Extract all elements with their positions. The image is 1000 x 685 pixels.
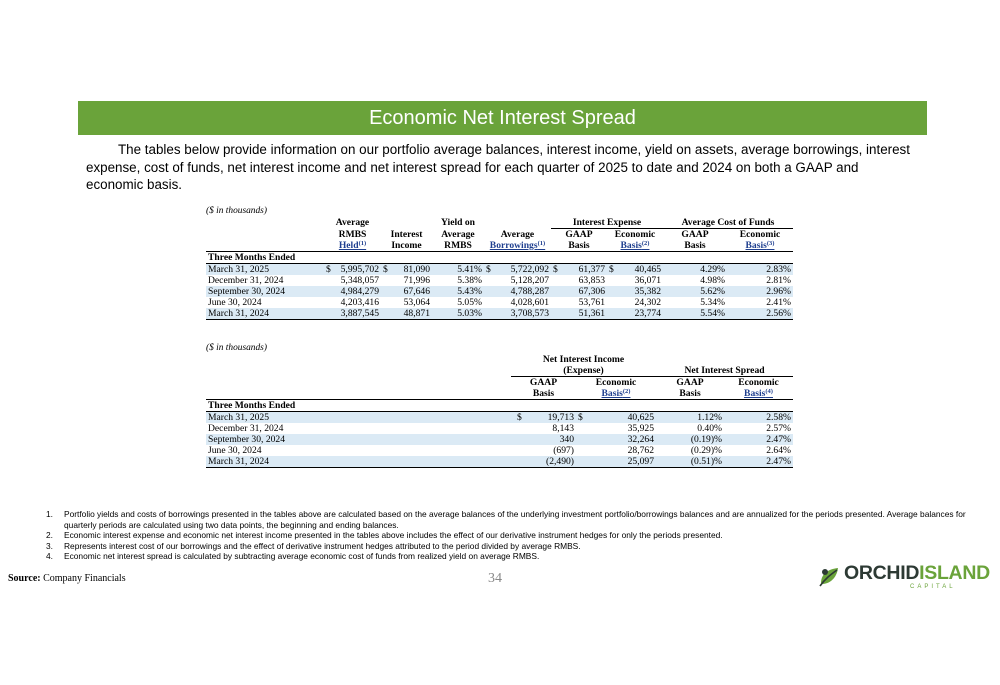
- table-row: June 30, 2024 (697) 28,762 (0.29)% 2.64%: [208, 445, 792, 456]
- table-row: June 30, 2024 4,203,416 53,064 5.05% 4,028,601 53,761 24,302 5.34% 2.41%: [208, 297, 792, 308]
- header-group-cost-of-funds: Average Cost of Funds: [663, 217, 793, 229]
- page-title: Economic Net Interest Spread: [369, 106, 636, 129]
- section-label: Three Months Ended: [206, 252, 793, 264]
- header-cell: Basis: [568, 240, 590, 251]
- table-row: September 30, 2024 340 32,264 (0.19)% 2.47%: [208, 434, 792, 445]
- header-cell: Average: [335, 217, 370, 229]
- table-row: December 31, 2024 8,143 35,925 0.40% 2.57%: [208, 423, 792, 434]
- intro-paragraph: The tables below provide information on our portfolio average balances, interest income, yield on assets, average borrowings, interest expense, cost of funds, net interest income and net interest spread for each quarter of 2025 to date and 2024 on both a GAAP and economic basis.: [86, 142, 910, 192]
- header-cell: Basis: [679, 388, 701, 399]
- table2-unit-note: ($ in thousands): [206, 343, 267, 353]
- footnote-item: 4. Economic net interest spread is calculated by subtracting average economic cost of funds from realized yield on average RMBS.: [46, 551, 540, 561]
- header-group-nii-sub: (Expense): [511, 365, 656, 377]
- header-cell: GAAP: [681, 229, 709, 240]
- table-net-interest: [206, 343, 793, 468]
- header-cell: Basis: [532, 388, 555, 399]
- header-cell: Basis: [684, 240, 706, 251]
- table1-unit-note: ($ in thousands): [206, 206, 267, 216]
- footnote-item: 2. Economic interest expense and economic net interest income presented in the tables above includes the effect of our derivative instrument hedges for only the periods presented.: [46, 530, 723, 540]
- header-cell: GAAP: [676, 377, 704, 388]
- table-row: March 31, 2025 $ 5,995,702 $ 81,090 5.41% $ 5,722,092 $ 61,377 $ 40,465 4.29% 2.83%: [208, 264, 792, 275]
- header-cell: Yield on: [440, 217, 476, 229]
- footnote-link[interactable]: Basis$^{(3)}$: [745, 240, 775, 251]
- header-cell: Economic: [738, 377, 779, 388]
- footnote-link[interactable]: Held$^{(1)}$: [338, 240, 367, 251]
- header-cell: GAAP: [565, 229, 593, 240]
- table-row: March 31, 2024 (2,490) 25,097 (0.51)% 2.47%: [208, 456, 792, 467]
- header-cell: Economic: [614, 229, 656, 240]
- orchid-island-logo: ORCHIDISLAND CAPITAL: [818, 562, 993, 592]
- footnote-link[interactable]: Basis$^{(2)}$: [601, 388, 631, 399]
- orchid-leaf-icon: [818, 564, 842, 588]
- footnote-link[interactable]: Borrowings$^{(1)}$: [489, 240, 546, 251]
- table-row: March 31, 2024 3,887,545 48,871 5.03% 3,708,573 51,361 23,774 5.54% 2.56%: [208, 308, 792, 319]
- header-group-nii: Net Interest Income: [542, 354, 625, 365]
- page-title-banner: [78, 101, 927, 135]
- table-economic-spread: [206, 206, 793, 320]
- footnote-item: 3. Represents interest cost of our borrowings and the effect of derivative instrument hedges attributed to the period divided by average RMBS.: [46, 540, 581, 551]
- header-cell: RMBS: [338, 228, 367, 240]
- header-cell: Economic: [595, 377, 637, 388]
- footnote-link[interactable]: Basis$^{(4)}$: [744, 388, 773, 399]
- header-cell: Economic: [739, 229, 781, 240]
- footnote-item: 1. Portfolio yields and costs of borrowings presented in the tables above are calculated based on the average balances of the underlying investment portfolio/borrowings balances and are annualized for the periods presented. Average balances for quarterly periods are calculated using two data points, the beginning and ending balances.: [46, 509, 966, 530]
- source-note: Source: Company Financials: [8, 573, 126, 584]
- footnotes-list: [46, 509, 991, 562]
- header-cell: Average: [441, 228, 475, 240]
- header-cell: RMBS: [444, 240, 472, 251]
- header-cell: Interest: [390, 228, 423, 240]
- table-row: September 30, 2024 4,984,279 67,646 5.43% 4,788,287 67,306 35,382 5.62% 2.96%: [208, 286, 792, 297]
- header-cell: GAAP: [529, 377, 558, 388]
- header-group-spread: Net Interest Spread: [656, 365, 793, 377]
- table-row: March 31, 2025 $ 19,713 $ 40,625 1.12% 2.58%: [208, 412, 792, 423]
- header-group-interest-expense: Interest Expense: [551, 217, 663, 229]
- table-row: December 31, 2024 5,348,057 71,996 5.38% 5,128,207 63,853 36,071 4.98% 2.81%: [208, 275, 792, 286]
- header-cell: Income: [391, 240, 422, 251]
- header-cell: Average: [500, 228, 535, 240]
- footnote-link[interactable]: Basis$^{(2)}$: [620, 240, 650, 251]
- page-number: 34: [488, 571, 502, 586]
- section-label: Three Months Ended: [206, 400, 793, 412]
